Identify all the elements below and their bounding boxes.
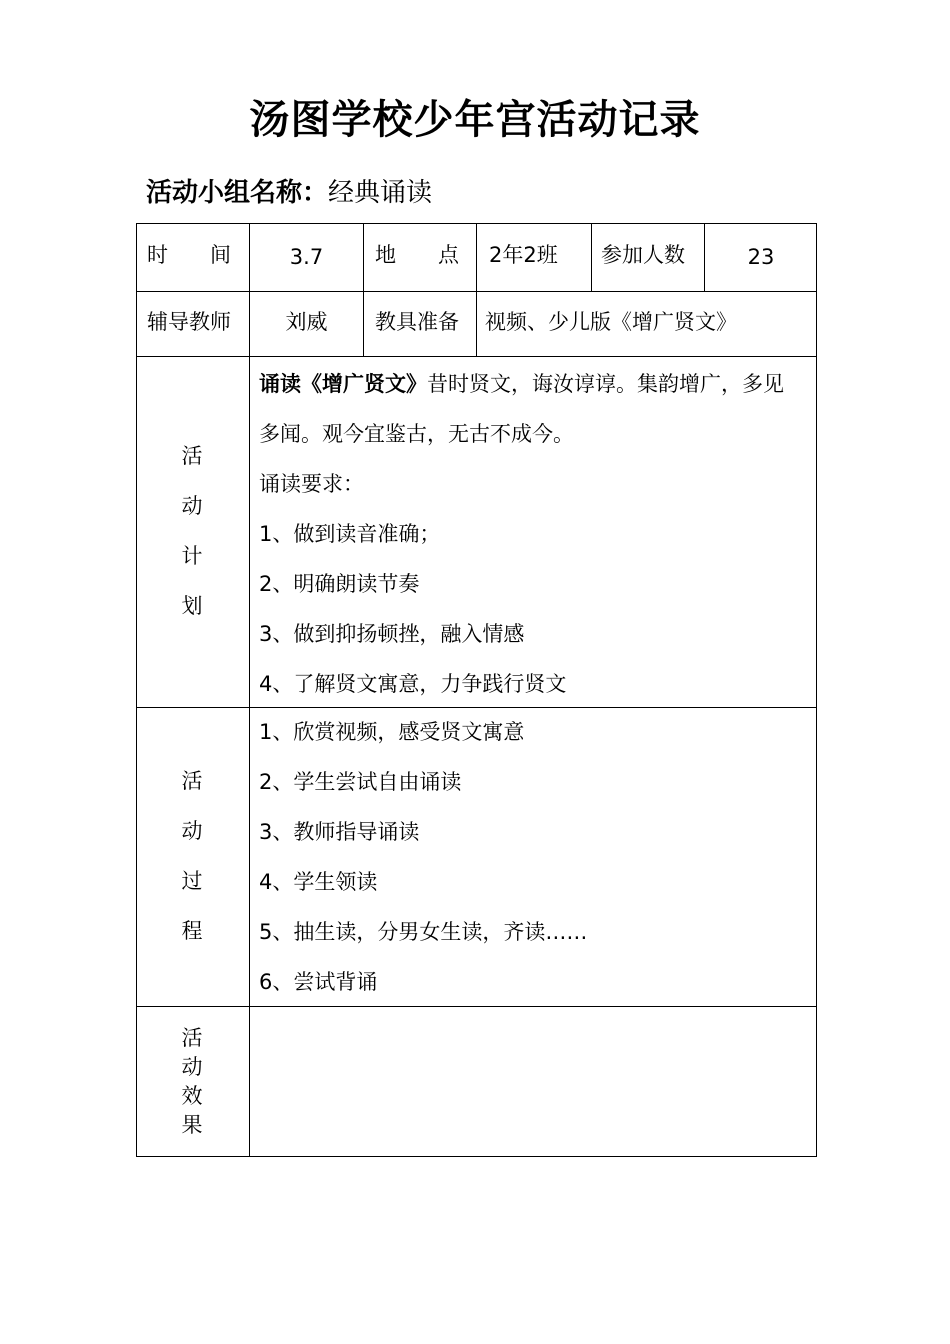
process-label: [177, 765, 207, 965]
column-divider: [363, 224, 364, 356]
row-divider: [137, 707, 816, 708]
tools-label: 教具准备: [375, 310, 459, 334]
plan-intro-bold: 诵读《增广贤文》: [259, 372, 427, 396]
process-label-char: 过: [181, 869, 203, 893]
plan-item: 3、做到抑扬顿挫，融入情感: [259, 622, 525, 646]
process-label-char: 动: [181, 819, 203, 843]
plan-label-char: 计: [181, 544, 203, 568]
plan-label-char: 动: [181, 494, 203, 518]
plan-intro-rest: 昔时贤文，诲汝谆谆。集韵增广，多见: [427, 372, 784, 396]
document-title: 汤图学校少年宫活动记录: [249, 97, 701, 143]
plan-item: 2、明确朗读节奏: [259, 572, 420, 596]
place-value: 2年2班: [489, 243, 558, 267]
process-item: 2、学生尝试自由诵读: [259, 770, 462, 794]
count-label: 参加人数: [601, 243, 685, 267]
plan-intro-line1: [259, 368, 784, 398]
plan-requirements-title: 诵读要求：: [259, 472, 364, 496]
process-item: 3、教师指导诵读: [259, 820, 420, 844]
count-value: 23: [747, 245, 775, 269]
place-label: 地 点: [375, 243, 459, 267]
effect-label-char: 动: [181, 1055, 203, 1079]
time-label: 时 间: [147, 243, 231, 267]
effect-label-char: 果: [181, 1113, 203, 1137]
process-label-char: 程: [181, 919, 203, 943]
process-item: 6、尝试背诵: [259, 970, 378, 994]
time-value: 3.7: [289, 245, 324, 269]
record-table: [136, 223, 817, 1157]
effect-label-char: 活: [181, 1026, 203, 1050]
column-divider: [476, 224, 477, 356]
row-divider: [137, 356, 816, 357]
group-name-value: 经典诵读: [328, 178, 433, 208]
effect-label: [177, 1022, 207, 1138]
teacher-label: 辅导教师: [147, 310, 231, 334]
process-item: 5、抽生读，分男女生读，齐读……: [259, 920, 588, 944]
effect-content-cell[interactable]: [250, 1007, 816, 1156]
plan-item: 1、做到读音准确；: [259, 522, 441, 546]
plan-intro-line2: 多闻。观今宜鉴古，无古不成今。: [259, 422, 574, 446]
process-item: 1、欣赏视频，感受贤文寓意: [259, 720, 525, 744]
plan-item: 4、了解贤文寓意，力争践行贤文: [259, 672, 567, 696]
group-name-label: 活动小组名称：: [146, 178, 329, 208]
teacher-value: 刘威: [285, 310, 328, 334]
tools-value: 视频、少儿版《增广贤文》: [485, 310, 737, 334]
effect-label-char: 效: [181, 1084, 203, 1108]
column-divider: [591, 224, 592, 291]
plan-label: [177, 440, 207, 640]
process-label-char: 活: [181, 769, 203, 793]
group-name-line: [146, 172, 432, 209]
plan-label-char: 活: [181, 444, 203, 468]
process-item: 4、学生领读: [259, 870, 378, 894]
plan-label-char: 划: [181, 594, 203, 618]
